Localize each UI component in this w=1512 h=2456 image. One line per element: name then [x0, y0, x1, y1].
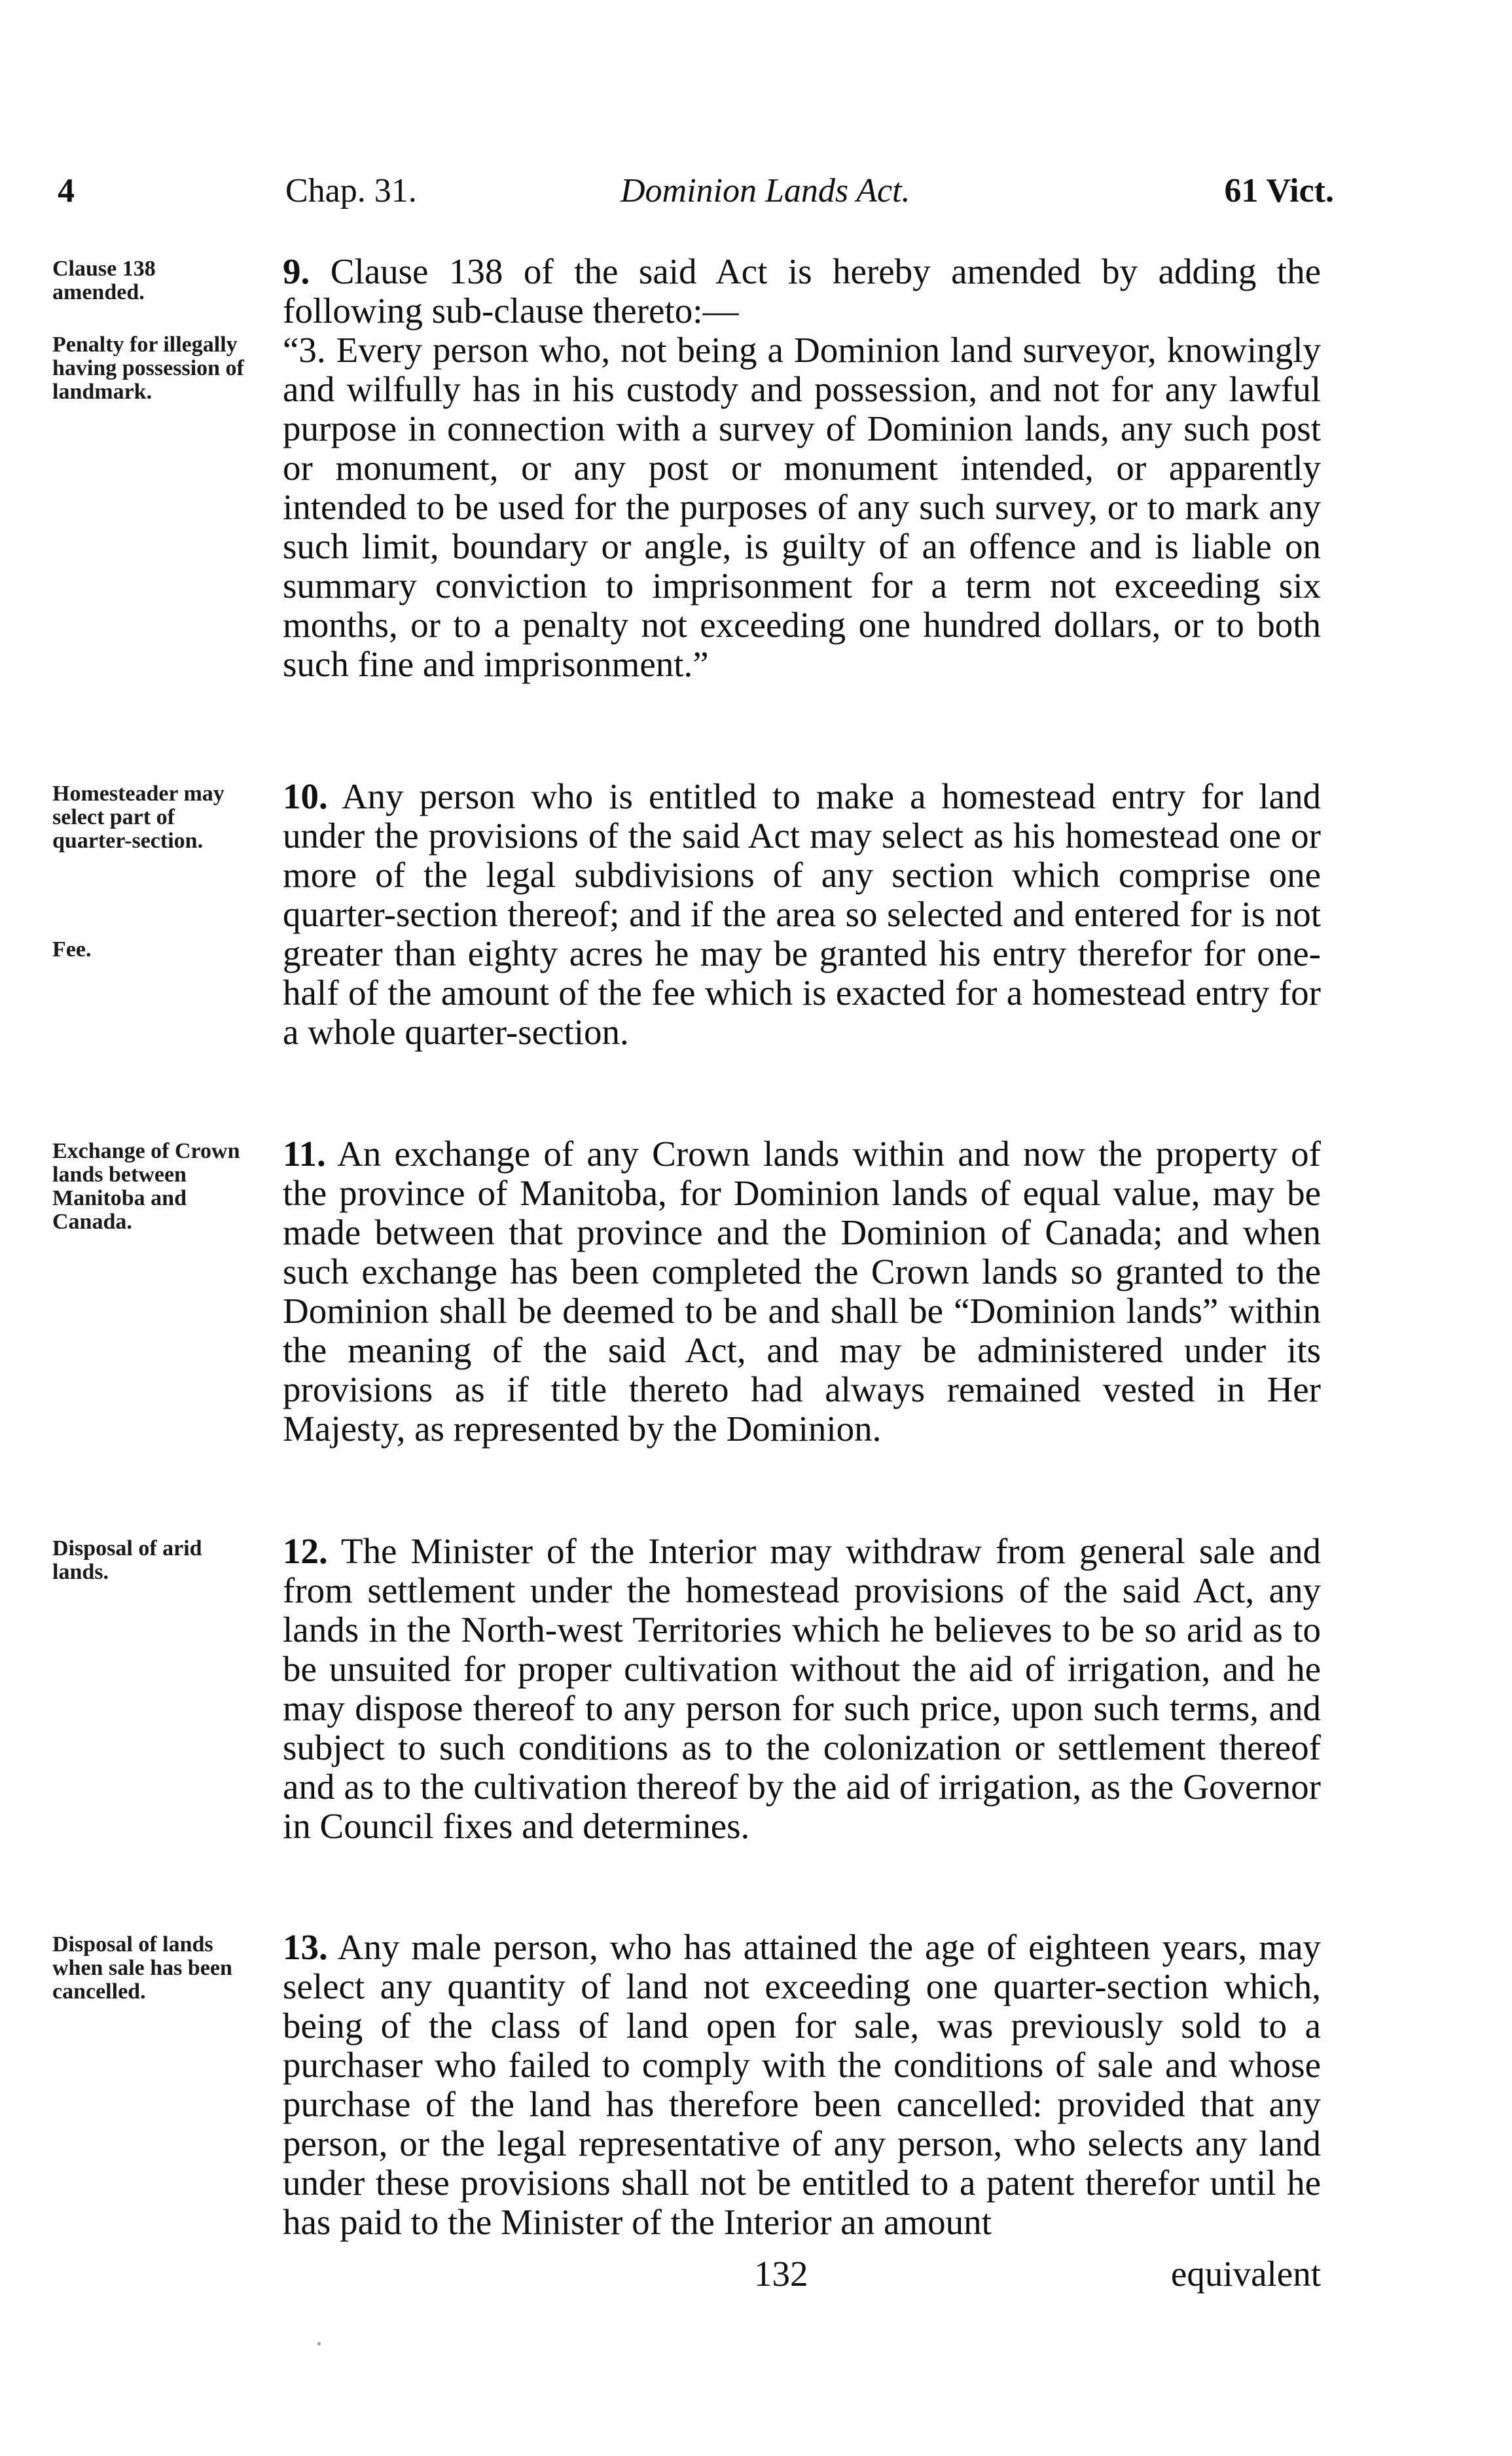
print-speck — [317, 2342, 321, 2345]
regnal-year: 61 Vict. — [1224, 172, 1334, 209]
signature-number: 132 — [754, 2254, 808, 2294]
margin-note: Disposal of arid lands. — [52, 1536, 202, 1584]
margin-note: Homesteader may select part of quarter-section. — [52, 782, 225, 853]
section-paragraph: 10. Any person who is entitled to make a homestead entry for land under the provisions of the said Act may select as his homestead one or more of the legal subdivisions of any section which comprise one quarter-section thereof; and if the area so selected and entered for is not greater than eighty acres he may be granted his entry therefor for one-half of the amount of the fee which is exacted for a homestead entry for a whole quarter-section. — [283, 776, 1322, 1052]
section-body — [283, 777, 1321, 1052]
section-paragraph: 12. The Minister of the Interior may withdraw from general sale and from settlement under the homestead provisions of the said Act, any lands in the North-west Territories which he believes to be so arid as to be unsuited for proper cultivation without the aid of irrigation, and he may dispose thereof to any person for such price, upon such terms, and subject to such conditions as to the colonization or settlement thereof and as to the cultivation thereof by the aid of irrigation, as the Governor in Council fixes and determines. — [283, 1531, 1321, 1846]
section-number: 10. — [283, 776, 328, 816]
section-number: 13. — [283, 1927, 328, 1967]
page-number: 4 — [58, 172, 75, 209]
section-paragraph: “3. Every person who, not being a Dominion land surveyor, knowingly and wilfully has in his custody and possession, and not for any lawful purpose in connection with a survey of Dominion lands, any such post or monument, or any post or monument intended, or apparently intended to be used for the purposes of any such survey, or to mark any such limit, boundary or angle, is guilty of an offence and is liable on summary conviction to imprisonment for a term not exceeding six months, or to a penalty not exceeding one hundred dollars, or to both such fine and imprisonment.” — [283, 330, 1321, 684]
section-body — [283, 1134, 1321, 1449]
margin-notes — [52, 1537, 249, 1613]
margin-notes — [52, 257, 249, 433]
margin-note: Clause 138 amended. — [52, 257, 156, 304]
section-number: 9. — [283, 251, 310, 291]
margin-notes — [52, 1140, 249, 1263]
section-body — [283, 1532, 1321, 1846]
page-footer — [283, 2253, 1321, 2299]
section-number: 11. — [283, 1134, 326, 1174]
section-paragraph: 9. Clause 138 of the said Act is hereby amended by adding the following sub-clause thereto:— — [283, 251, 1322, 331]
margin-note: Disposal of lands when sale has been cancelled. — [52, 1932, 232, 2004]
margin-note: Exchange of Crown lands between Manitoba and Canada. — [52, 1139, 240, 1234]
section-paragraph: 13. Any male person, who has attained the age of eighteen years, may select any quantity of land not exceeding one quarter-section which, being of the class of land open for sale, was previously sold to a purchaser who failed to comply with the conditions of sale and whose purchase of the land has therefore been cancelled: provided that any person, or the legal representative of any person, who selects any land under these provisions shall not be entitled to a patent therefor until he has paid to the Minister of the Interior an amount — [283, 1927, 1322, 2242]
section-body — [283, 1928, 1321, 2242]
catchword: equivalent — [1170, 2254, 1321, 2294]
running-header — [58, 172, 1334, 224]
margin-note: Penalty for illegally having possession of landmark. — [52, 333, 244, 404]
section-body — [283, 252, 1321, 684]
section-paragraph: 11. An exchange of any Crown lands within and now the property of the province of Manitoba, for Dominion lands of equal value, may be made between that province and the Dominion of Canada; and when such exchange has been completed the Crown lands so granted to the Dominion shall be deemed to be and shall be “Dominion lands” within the meaning of the said Act, and may be administered under its provisions as if title thereto had always remained vested in Her Majesty, as represented by the Dominion. — [283, 1134, 1321, 1449]
act-title: Dominion Lands Act. — [621, 172, 910, 209]
margin-notes — [52, 1933, 249, 2032]
margin-note: Fee. — [52, 937, 92, 962]
chapter-label: Chap. 31. — [285, 172, 417, 209]
section-number: 12. — [283, 1531, 328, 1571]
margin-notes — [52, 782, 249, 990]
